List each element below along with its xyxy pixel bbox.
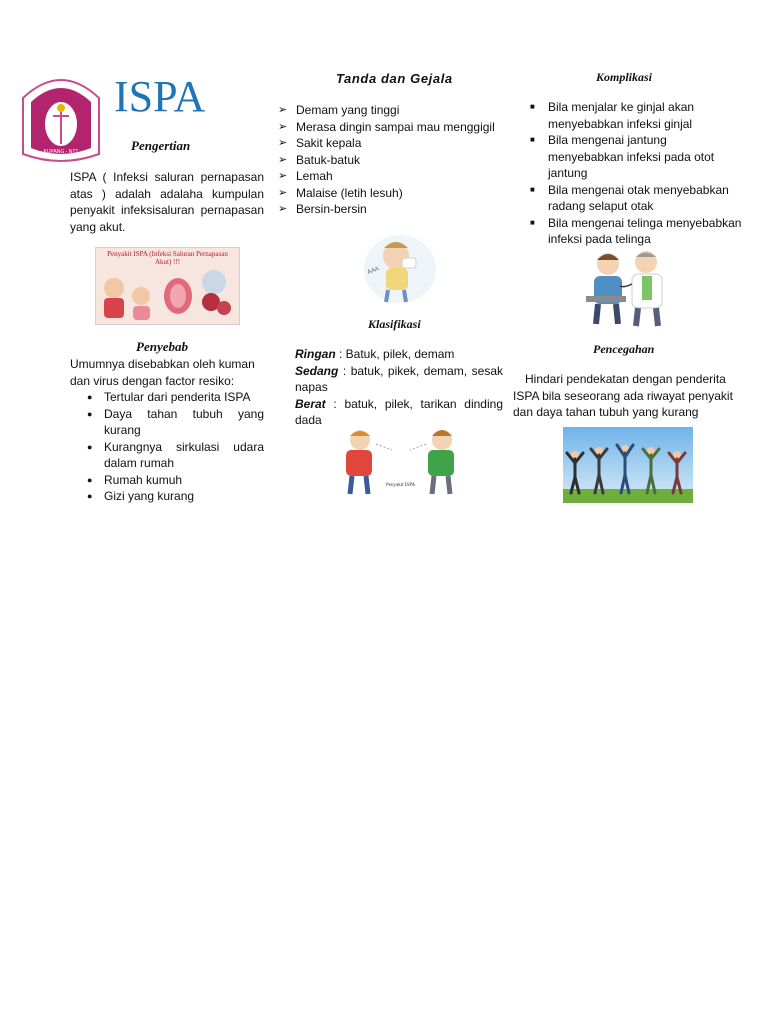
pengertian-heading: Pengertian — [131, 138, 191, 153]
logo-seal-icon — [19, 68, 103, 166]
penyebab-heading: Penyebab — [136, 339, 188, 354]
list-item: ■ Bila mengenai telinga menyebabkan infeksi pada telinga — [526, 215, 744, 248]
list-item: ● Daya tahan tubuh yang kurang — [70, 406, 264, 439]
doctor-patient-icon — [580, 248, 676, 328]
list-item: ➢ Lemah — [276, 168, 502, 185]
coughing-kids-caption: Penyakit ISPA — [386, 483, 416, 488]
list-item: ● Gizi yang kurang — [70, 488, 264, 505]
exercise-group-icon — [563, 427, 693, 503]
doctor-patient-image — [580, 248, 676, 328]
list-item: ■ Bila mengenai otak menyebabkan radang selaput otak — [526, 182, 744, 215]
komplikasi-list — [526, 99, 744, 248]
tanda-list — [276, 102, 502, 218]
list-item: ➢ Bersin-bersin — [276, 201, 502, 218]
poster-illustration-icon — [96, 266, 239, 322]
tanda-heading: Tanda dan Gejala — [336, 71, 453, 86]
penyebab-list — [70, 389, 264, 505]
klasifikasi-row-sedang: Sedang : batuk, pikek, demam, sesak napas — [295, 363, 503, 394]
list-item: ➢ Batuk-batuk — [276, 152, 502, 169]
exercise-group-image — [563, 427, 693, 503]
logo — [19, 68, 103, 166]
sneezing-boy-icon — [362, 234, 438, 304]
list-item: ■ Bila menjalar ke ginjal akan menyebabkan infeksi ginjal — [526, 99, 744, 132]
list-item: ➢ Demam yang tinggi — [276, 102, 502, 119]
list-item: ■ Bila mengenai jantung menyebabkan infeksi pada otot jantung — [526, 132, 744, 182]
pencegahan-heading: Pencegahan — [593, 342, 655, 356]
list-item: ➢ Malaise (letih lesuh) — [276, 185, 502, 202]
klasifikasi-heading: Klasifikasi — [368, 317, 421, 331]
komplikasi-heading: Komplikasi — [596, 70, 653, 84]
pengertian-text: ISPA ( Infeksi saluran pernapasan atas ) adalah adalaha kumpulan penyakit infeksisaluran pernapasan yang akut. — [70, 170, 264, 234]
list-item: ➢ Sakit kepala — [276, 135, 502, 152]
ispa-poster-image — [95, 247, 240, 325]
poster-title: Penyakit ISPA (Infeksi Saluran Pernapasan Akut) !!! — [107, 250, 228, 266]
logo-bottom-text: KUPANG - NTT — [43, 149, 79, 155]
klasifikasi-rows — [295, 346, 503, 429]
list-item: ● Kurangnya sirkulasi udara dalam rumah — [70, 439, 264, 472]
list-item: ● Tertular dari penderita ISPA — [70, 389, 264, 406]
list-item: ● Rumah kumuh — [70, 472, 264, 489]
list-item: ➢ Merasa dingin sampai mau menggigil — [276, 119, 502, 136]
klasifikasi-row-ringan: Ringan : Batuk, pilek, demam — [295, 347, 455, 361]
svg-text:AAA: AAA — [366, 266, 380, 276]
pencegahan-text: Hindari pendekatan dengan penderita ISPA bila seseorang ada riwayat penyakit dan daya tahan tubuh yang kurang — [513, 372, 733, 419]
coughing-kids-image — [340, 428, 462, 496]
penyebab-intro: Umumnya disebabkan oleh kuman dan virus dengan factor resiko: — [70, 357, 255, 388]
klasifikasi-row-berat: Berat : batuk, pilek, tarikan dinding dada — [295, 396, 503, 427]
page-title: ISPA — [114, 72, 206, 121]
sneezing-boy-image — [362, 234, 438, 304]
